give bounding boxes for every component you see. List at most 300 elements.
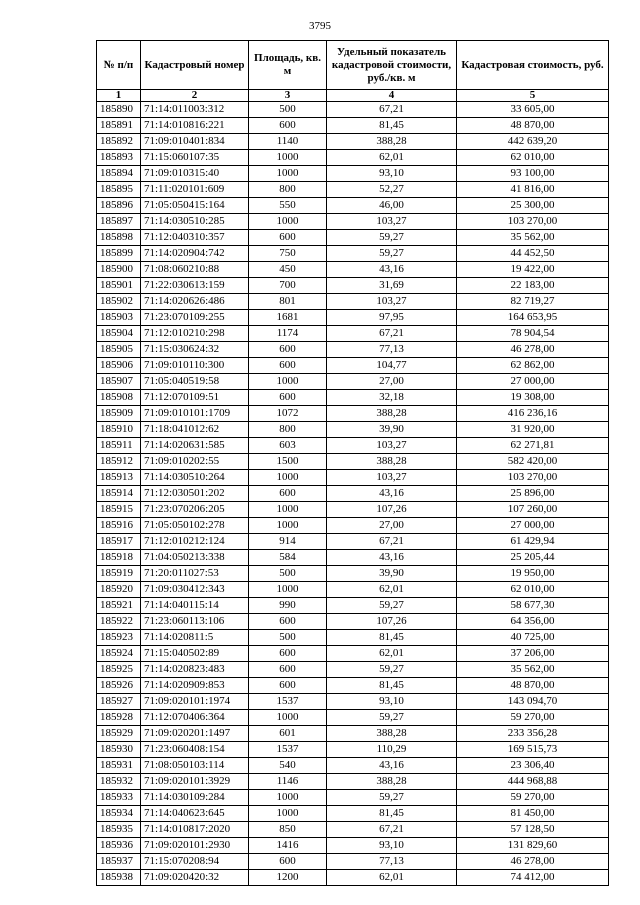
cell-cadastral-number: 71:12:040310:357: [141, 230, 249, 246]
cell-cadastral-value: 48 870,00: [457, 118, 609, 134]
cell-cadastral-number: 71:14:020904:742: [141, 246, 249, 262]
cell-unit-value: 107,26: [327, 614, 457, 630]
cell-unit-value: 67,21: [327, 102, 457, 118]
cell-cadastral-value: 62 010,00: [457, 150, 609, 166]
cell-row-number: 185918: [97, 550, 141, 566]
cell-area: 1000: [249, 790, 327, 806]
cell-row-number: 185892: [97, 134, 141, 150]
cell-cadastral-value: 46 278,00: [457, 342, 609, 358]
cell-cadastral-number: 71:23:070206:205: [141, 502, 249, 518]
cell-area: 1000: [249, 166, 327, 182]
cell-cadastral-value: 442 639,20: [457, 134, 609, 150]
cell-cadastral-number: 71:15:030624:32: [141, 342, 249, 358]
table-row: [97, 630, 609, 646]
cell-area: 1000: [249, 214, 327, 230]
cell-cadastral-number: 71:09:010110:300: [141, 358, 249, 374]
cell-area: 1000: [249, 518, 327, 534]
cell-cadastral-value: 103 270,00: [457, 470, 609, 486]
cell-cadastral-value: 46 278,00: [457, 854, 609, 870]
cell-cadastral-number: 71:14:020909:853: [141, 678, 249, 694]
cell-cadastral-value: 81 450,00: [457, 806, 609, 822]
cell-area: 600: [249, 854, 327, 870]
cell-cadastral-number: 71:14:011003:312: [141, 102, 249, 118]
cell-cadastral-number: 71:14:040623:645: [141, 806, 249, 822]
table-row: [97, 566, 609, 582]
table-row: [97, 406, 609, 422]
table-row: [97, 854, 609, 870]
cell-row-number: 185896: [97, 198, 141, 214]
column-number: 4: [327, 90, 457, 102]
cell-row-number: 185922: [97, 614, 141, 630]
cell-area: 914: [249, 534, 327, 550]
cell-row-number: 185919: [97, 566, 141, 582]
cell-row-number: 185917: [97, 534, 141, 550]
cell-row-number: 185930: [97, 742, 141, 758]
cell-cadastral-number: 71:14:030109:284: [141, 790, 249, 806]
cell-row-number: 185902: [97, 294, 141, 310]
cell-area: 750: [249, 246, 327, 262]
cell-unit-value: 43,16: [327, 550, 457, 566]
cell-cadastral-value: 41 816,00: [457, 182, 609, 198]
cell-area: 584: [249, 550, 327, 566]
cell-area: 600: [249, 678, 327, 694]
cell-unit-value: 103,27: [327, 294, 457, 310]
cell-cadastral-number: 71:05:040519:58: [141, 374, 249, 390]
cell-cadastral-value: 444 968,88: [457, 774, 609, 790]
cell-cadastral-number: 71:23:060408:154: [141, 742, 249, 758]
cell-cadastral-number: 71:14:020811:5: [141, 630, 249, 646]
cell-area: 990: [249, 598, 327, 614]
cell-area: 1200: [249, 870, 327, 886]
table-row: [97, 614, 609, 630]
table-row: [97, 806, 609, 822]
table-row: [97, 198, 609, 214]
cell-unit-value: 97,95: [327, 310, 457, 326]
cell-unit-value: 59,27: [327, 710, 457, 726]
table-row: [97, 454, 609, 470]
cell-row-number: 185893: [97, 150, 141, 166]
cell-row-number: 185937: [97, 854, 141, 870]
cell-cadastral-number: 71:09:020101:3929: [141, 774, 249, 790]
table-row: [97, 262, 609, 278]
cell-unit-value: 103,27: [327, 470, 457, 486]
cell-area: 1000: [249, 806, 327, 822]
cell-row-number: 185925: [97, 662, 141, 678]
cell-unit-value: 93,10: [327, 166, 457, 182]
cell-row-number: 185904: [97, 326, 141, 342]
cell-cadastral-value: 27 000,00: [457, 374, 609, 390]
cell-unit-value: 62,01: [327, 582, 457, 598]
cell-cadastral-number: 71:09:020101:1974: [141, 694, 249, 710]
cell-cadastral-number: 71:08:050103:114: [141, 758, 249, 774]
cell-cadastral-value: 169 515,73: [457, 742, 609, 758]
cell-row-number: 185908: [97, 390, 141, 406]
cell-unit-value: 46,00: [327, 198, 457, 214]
cell-row-number: 185891: [97, 118, 141, 134]
cell-unit-value: 93,10: [327, 694, 457, 710]
cell-cadastral-number: 71:09:020101:2930: [141, 838, 249, 854]
cell-cadastral-number: 71:14:030510:285: [141, 214, 249, 230]
table-row: [97, 246, 609, 262]
table-row: [97, 390, 609, 406]
cell-unit-value: 93,10: [327, 838, 457, 854]
cell-unit-value: 67,21: [327, 534, 457, 550]
cell-cadastral-number: 71:09:020201:1497: [141, 726, 249, 742]
cell-area: 800: [249, 422, 327, 438]
cell-row-number: 185932: [97, 774, 141, 790]
cell-row-number: 185911: [97, 438, 141, 454]
cell-unit-value: 59,27: [327, 790, 457, 806]
table-row: [97, 838, 609, 854]
cell-area: 1000: [249, 710, 327, 726]
table-row: [97, 678, 609, 694]
cell-cadastral-value: 78 904,54: [457, 326, 609, 342]
cell-unit-value: 103,27: [327, 214, 457, 230]
cell-row-number: 185915: [97, 502, 141, 518]
cell-row-number: 185927: [97, 694, 141, 710]
table-row: [97, 342, 609, 358]
cell-area: 600: [249, 614, 327, 630]
cell-area: 500: [249, 630, 327, 646]
cell-cadastral-number: 71:12:030501:202: [141, 486, 249, 502]
cell-cadastral-number: 71:09:010101:1709: [141, 406, 249, 422]
cell-area: 1146: [249, 774, 327, 790]
cell-area: 540: [249, 758, 327, 774]
cell-unit-value: 81,45: [327, 118, 457, 134]
cell-unit-value: 59,27: [327, 662, 457, 678]
cell-cadastral-value: 62 862,00: [457, 358, 609, 374]
table-row: [97, 550, 609, 566]
cell-cadastral-number: 71:05:050415:164: [141, 198, 249, 214]
table-row: [97, 646, 609, 662]
cell-row-number: 185931: [97, 758, 141, 774]
cell-row-number: 185897: [97, 214, 141, 230]
cell-row-number: 185928: [97, 710, 141, 726]
cell-cadastral-number: 71:23:070109:255: [141, 310, 249, 326]
cell-area: 600: [249, 486, 327, 502]
cell-cadastral-number: 71:09:010202:55: [141, 454, 249, 470]
cell-row-number: 185923: [97, 630, 141, 646]
cell-area: 700: [249, 278, 327, 294]
cell-unit-value: 43,16: [327, 262, 457, 278]
table-row: [97, 822, 609, 838]
table-row: [97, 230, 609, 246]
cell-cadastral-number: 71:09:010315:40: [141, 166, 249, 182]
table-row: [97, 166, 609, 182]
table-row: [97, 774, 609, 790]
table-row: [97, 150, 609, 166]
cadastral-value-table: [96, 40, 609, 886]
cell-area: 1537: [249, 694, 327, 710]
table-row: [97, 662, 609, 678]
cell-row-number: 185895: [97, 182, 141, 198]
cell-area: 1537: [249, 742, 327, 758]
cell-unit-value: 43,16: [327, 758, 457, 774]
cell-unit-value: 59,27: [327, 230, 457, 246]
cell-row-number: 185907: [97, 374, 141, 390]
table-row: [97, 598, 609, 614]
cell-cadastral-number: 71:18:041012:62: [141, 422, 249, 438]
cell-cadastral-number: 71:22:030613:159: [141, 278, 249, 294]
cell-cadastral-value: 58 677,30: [457, 598, 609, 614]
cell-unit-value: 59,27: [327, 246, 457, 262]
cell-area: 800: [249, 182, 327, 198]
cell-unit-value: 110,29: [327, 742, 457, 758]
cell-area: 1681: [249, 310, 327, 326]
cell-unit-value: 62,01: [327, 150, 457, 166]
cell-area: 600: [249, 118, 327, 134]
cell-cadastral-value: 23 306,40: [457, 758, 609, 774]
page-number: 3795: [309, 20, 331, 32]
cell-cadastral-value: 27 000,00: [457, 518, 609, 534]
cell-row-number: 185933: [97, 790, 141, 806]
cell-cadastral-number: 71:05:050102:278: [141, 518, 249, 534]
cell-cadastral-value: 25 205,44: [457, 550, 609, 566]
cell-cadastral-value: 40 725,00: [457, 630, 609, 646]
cell-row-number: 185913: [97, 470, 141, 486]
cell-row-number: 185920: [97, 582, 141, 598]
cell-cadastral-value: 57 128,50: [457, 822, 609, 838]
cell-unit-value: 32,18: [327, 390, 457, 406]
column-number: 1: [97, 90, 141, 102]
cell-area: 600: [249, 358, 327, 374]
table-row: [97, 102, 609, 118]
cell-cadastral-number: 71:14:020823:483: [141, 662, 249, 678]
column-number: 5: [457, 90, 609, 102]
cell-cadastral-value: 37 206,00: [457, 646, 609, 662]
cell-cadastral-number: 71:14:020631:585: [141, 438, 249, 454]
cell-area: 1000: [249, 502, 327, 518]
cell-cadastral-number: 71:14:010817:2020: [141, 822, 249, 838]
cell-unit-value: 67,21: [327, 822, 457, 838]
table-row: [97, 534, 609, 550]
cell-cadastral-value: 164 653,95: [457, 310, 609, 326]
table-row: [97, 758, 609, 774]
column-number: 2: [141, 90, 249, 102]
cell-area: 1140: [249, 134, 327, 150]
cell-row-number: 185938: [97, 870, 141, 886]
cell-unit-value: 62,01: [327, 870, 457, 886]
cell-cadastral-value: 33 605,00: [457, 102, 609, 118]
cell-unit-value: 62,01: [327, 646, 457, 662]
header-area: Площадь, кв. м: [249, 41, 327, 90]
cell-cadastral-number: 71:14:030510:264: [141, 470, 249, 486]
cell-cadastral-number: 71:11:020101:609: [141, 182, 249, 198]
header-row-number: № п/п: [97, 41, 141, 90]
cell-cadastral-value: 103 270,00: [457, 214, 609, 230]
cell-area: 1000: [249, 374, 327, 390]
cell-cadastral-number: 71:12:070109:51: [141, 390, 249, 406]
cell-cadastral-value: 48 870,00: [457, 678, 609, 694]
cell-cadastral-value: 31 920,00: [457, 422, 609, 438]
cell-row-number: 185921: [97, 598, 141, 614]
table-row: [97, 310, 609, 326]
cell-unit-value: 103,27: [327, 438, 457, 454]
cell-row-number: 185914: [97, 486, 141, 502]
cell-area: 801: [249, 294, 327, 310]
cell-unit-value: 388,28: [327, 406, 457, 422]
cell-row-number: 185934: [97, 806, 141, 822]
cell-cadastral-number: 71:15:060107:35: [141, 150, 249, 166]
cell-unit-value: 52,27: [327, 182, 457, 198]
header-unit-value: Удельный показатель кадастровой стоимости, руб./кв. м: [327, 41, 457, 90]
cell-cadastral-value: 62 010,00: [457, 582, 609, 598]
cell-row-number: 185916: [97, 518, 141, 534]
header-cadastral-number: Кадастровый номер: [141, 41, 249, 90]
cell-area: 600: [249, 646, 327, 662]
cell-cadastral-number: 71:20:011027:53: [141, 566, 249, 582]
cell-cadastral-number: 71:09:010401:834: [141, 134, 249, 150]
cell-area: 600: [249, 390, 327, 406]
cell-cadastral-number: 71:23:060113:106: [141, 614, 249, 630]
table-row: [97, 118, 609, 134]
cell-unit-value: 81,45: [327, 630, 457, 646]
cell-cadastral-value: 143 094,70: [457, 694, 609, 710]
cell-area: 550: [249, 198, 327, 214]
table-header-row: [97, 41, 609, 90]
table-row: [97, 742, 609, 758]
cell-unit-value: 107,26: [327, 502, 457, 518]
cell-cadastral-number: 71:04:050213:338: [141, 550, 249, 566]
cell-cadastral-number: 71:12:010212:124: [141, 534, 249, 550]
cell-area: 600: [249, 342, 327, 358]
cell-cadastral-number: 71:12:010210:298: [141, 326, 249, 342]
cell-row-number: 185910: [97, 422, 141, 438]
cell-cadastral-value: 35 562,00: [457, 230, 609, 246]
table-row: [97, 374, 609, 390]
cell-cadastral-value: 93 100,00: [457, 166, 609, 182]
cell-cadastral-value: 61 429,94: [457, 534, 609, 550]
column-number-row: [97, 90, 609, 102]
cell-unit-value: 388,28: [327, 774, 457, 790]
cell-area: 1500: [249, 454, 327, 470]
table-row: [97, 790, 609, 806]
cell-row-number: 185936: [97, 838, 141, 854]
table-row: [97, 214, 609, 230]
cell-row-number: 185905: [97, 342, 141, 358]
table-row: [97, 278, 609, 294]
cell-cadastral-value: 22 183,00: [457, 278, 609, 294]
cell-cadastral-value: 19 422,00: [457, 262, 609, 278]
cell-cadastral-value: 35 562,00: [457, 662, 609, 678]
cell-row-number: 185898: [97, 230, 141, 246]
cell-cadastral-number: 71:15:070208:94: [141, 854, 249, 870]
cell-cadastral-value: 62 271,81: [457, 438, 609, 454]
cell-unit-value: 27,00: [327, 374, 457, 390]
cell-row-number: 185894: [97, 166, 141, 182]
header-cadastral-value: Кадастровая стоимость, руб.: [457, 41, 609, 90]
cell-unit-value: 27,00: [327, 518, 457, 534]
cell-cadastral-value: 44 452,50: [457, 246, 609, 262]
cell-unit-value: 39,90: [327, 566, 457, 582]
cell-cadastral-number: 71:12:070406:364: [141, 710, 249, 726]
table-row: [97, 694, 609, 710]
cell-cadastral-value: 25 896,00: [457, 486, 609, 502]
table-row: [97, 502, 609, 518]
cell-row-number: 185900: [97, 262, 141, 278]
table-row: [97, 422, 609, 438]
cell-area: 600: [249, 230, 327, 246]
cell-cadastral-number: 71:09:030412:343: [141, 582, 249, 598]
table-row: [97, 470, 609, 486]
cell-area: 1072: [249, 406, 327, 422]
cell-area: 603: [249, 438, 327, 454]
cell-unit-value: 77,13: [327, 854, 457, 870]
cell-area: 1174: [249, 326, 327, 342]
cell-cadastral-number: 71:14:010816:221: [141, 118, 249, 134]
cell-unit-value: 81,45: [327, 678, 457, 694]
cell-area: 500: [249, 566, 327, 582]
cell-row-number: 185903: [97, 310, 141, 326]
table-row: [97, 870, 609, 886]
cell-row-number: 185929: [97, 726, 141, 742]
table-row: [97, 582, 609, 598]
cell-unit-value: 31,69: [327, 278, 457, 294]
cell-area: 1000: [249, 470, 327, 486]
cell-cadastral-value: 107 260,00: [457, 502, 609, 518]
cell-cadastral-value: 25 300,00: [457, 198, 609, 214]
table-row: [97, 294, 609, 310]
cell-unit-value: 77,13: [327, 342, 457, 358]
cell-row-number: 185935: [97, 822, 141, 838]
table-row: [97, 486, 609, 502]
cell-row-number: 185924: [97, 646, 141, 662]
table-row: [97, 726, 609, 742]
cell-cadastral-number: 71:09:020420:32: [141, 870, 249, 886]
cell-row-number: 185890: [97, 102, 141, 118]
table-row: [97, 134, 609, 150]
cell-row-number: 185909: [97, 406, 141, 422]
cell-cadastral-value: 19 950,00: [457, 566, 609, 582]
cell-cadastral-value: 233 356,28: [457, 726, 609, 742]
table-body: [97, 102, 609, 886]
table-row: [97, 710, 609, 726]
cell-area: 1000: [249, 582, 327, 598]
cell-cadastral-value: 59 270,00: [457, 710, 609, 726]
cell-unit-value: 59,27: [327, 598, 457, 614]
cell-unit-value: 388,28: [327, 454, 457, 470]
cell-cadastral-number: 71:08:060210:88: [141, 262, 249, 278]
cell-unit-value: 43,16: [327, 486, 457, 502]
cell-row-number: 185926: [97, 678, 141, 694]
cell-unit-value: 81,45: [327, 806, 457, 822]
cell-row-number: 185912: [97, 454, 141, 470]
table-row: [97, 358, 609, 374]
cell-cadastral-value: 82 719,27: [457, 294, 609, 310]
cell-cadastral-value: 74 412,00: [457, 870, 609, 886]
cell-cadastral-value: 19 308,00: [457, 390, 609, 406]
cell-area: 1416: [249, 838, 327, 854]
cell-cadastral-value: 59 270,00: [457, 790, 609, 806]
table-row: [97, 518, 609, 534]
cell-cadastral-number: 71:15:040502:89: [141, 646, 249, 662]
cell-area: 850: [249, 822, 327, 838]
cell-unit-value: 104,77: [327, 358, 457, 374]
table-row: [97, 182, 609, 198]
cell-area: 500: [249, 102, 327, 118]
cell-cadastral-number: 71:14:020626:486: [141, 294, 249, 310]
cell-row-number: 185906: [97, 358, 141, 374]
cell-area: 600: [249, 662, 327, 678]
cell-unit-value: 388,28: [327, 134, 457, 150]
table-row: [97, 326, 609, 342]
cell-cadastral-value: 582 420,00: [457, 454, 609, 470]
cell-cadastral-value: 64 356,00: [457, 614, 609, 630]
cell-cadastral-value: 416 236,16: [457, 406, 609, 422]
cell-unit-value: 67,21: [327, 326, 457, 342]
cell-unit-value: 39,90: [327, 422, 457, 438]
column-number: 3: [249, 90, 327, 102]
